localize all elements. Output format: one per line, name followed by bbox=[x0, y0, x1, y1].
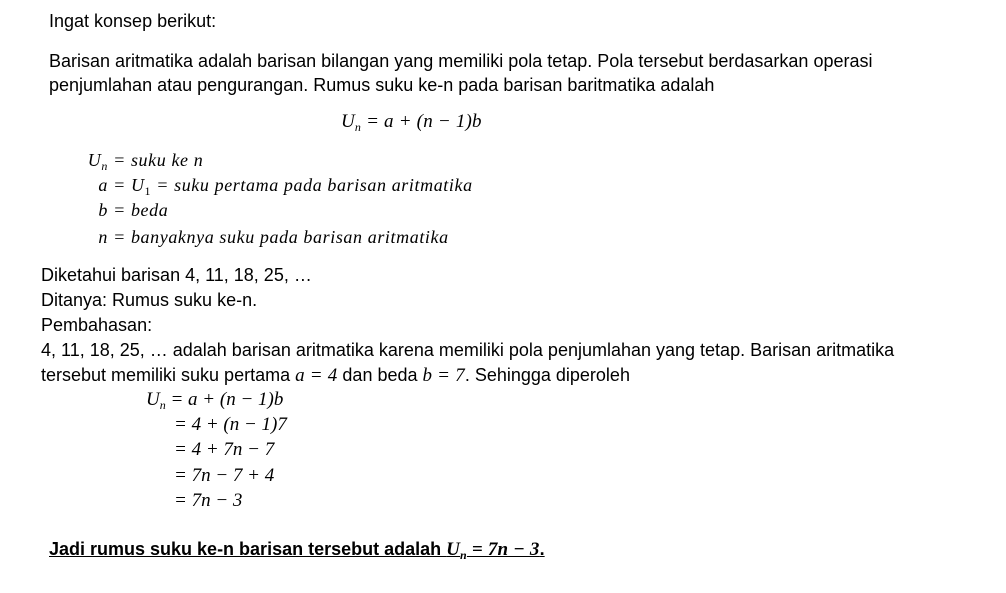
definition-a: $a = U_1$ = suku pertama pada barisan aritmatika bbox=[98, 175, 473, 198]
conclusion: Jadi rumus suku ke-n barisan tersebut adalah $U_n = 7n - 3$. bbox=[49, 539, 545, 562]
derivation-step-5: = 7n − 3 bbox=[174, 490, 243, 511]
intro-paragraph-line-1: Barisan aritmatika adalah barisan bilangan yang memiliki pola tetap. Pola tersebut berdasarkan operasi bbox=[49, 51, 873, 71]
discussion-label: Pembahasan: bbox=[41, 315, 153, 335]
first-term-value: a = 4 bbox=[295, 365, 338, 386]
derivation-step-1: $U_n = a + (n - 1)b$ bbox=[146, 389, 284, 412]
problem-asked: Ditanya: Rumus suku ke-n. bbox=[41, 290, 258, 310]
problem-given: Diketahui barisan 4, 11, 18, 25, … bbox=[41, 265, 312, 285]
intro-heading: Ingat konsep berikut: bbox=[49, 11, 217, 31]
definition-un: $U_n$ = suku ke n bbox=[87, 150, 204, 173]
explanation-line-1: 4, 11, 18, 25, … adalah barisan aritmatika karena memiliki pola penjumlahan yang tetap. Barisan aritmatika bbox=[41, 340, 895, 360]
general-formula bbox=[341, 111, 482, 133]
conclusion-formula: $U_n = 7n - 3$ bbox=[446, 539, 540, 562]
formula-lhs: U bbox=[341, 111, 355, 132]
formula-lhs-sub: n bbox=[354, 120, 362, 134]
explanation-line-2: tersebut memiliki suku pertama a = 4 dan beda b = 7. Sehingga diperoleh bbox=[41, 365, 630, 386]
derivation-step-2: = 4 + (n − 1)7 bbox=[174, 414, 287, 435]
intro-paragraph-line-2: penjumlahan atau pengurangan. Rumus suku ke-n pada barisan baritmatika adalah bbox=[49, 75, 715, 95]
derivation-step-3: = 4 + 7n − 7 bbox=[174, 439, 275, 460]
derivation-step-4: = 7n − 7 + 4 bbox=[174, 465, 275, 486]
formula-rhs: = a + (n − 1)b bbox=[366, 111, 482, 132]
definition-n: n = banyaknya suku pada barisan aritmatika bbox=[98, 227, 449, 247]
difference-value: b = 7 bbox=[422, 365, 465, 386]
definition-b: b = beda bbox=[98, 200, 169, 220]
